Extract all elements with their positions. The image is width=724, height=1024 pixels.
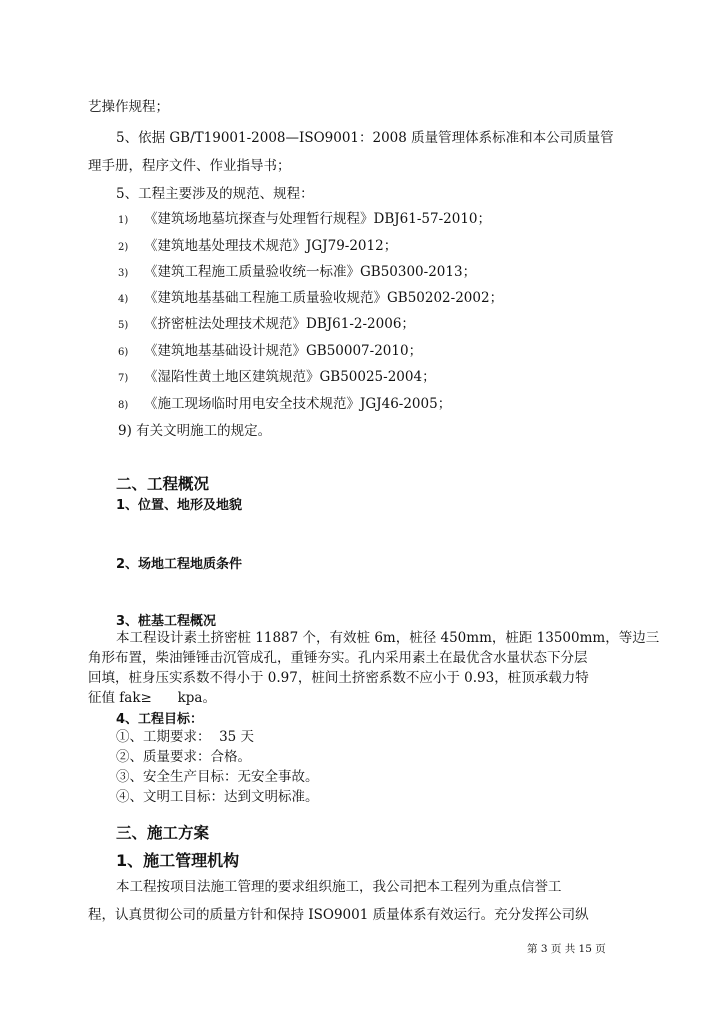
goal-item: ③、安全生产目标：无安全事故。	[116, 769, 319, 785]
list-item: 3) 《建筑工程施工质量验收统一标准》GB50300-2013；	[118, 264, 477, 280]
subsection-heading: 3、桩基工程概况	[116, 614, 217, 629]
paragraph-line: 角形布置，柴油锤锤击沉管成孔，重锤夯实。孔内采用素土在最优含水量状态下分层	[88, 650, 588, 666]
list-item: 4) 《建筑地基基础工程施工质量验收规范》GB50202-2002；	[118, 290, 504, 306]
goal-item: ④、文明工目标：达到文明标准。	[116, 789, 319, 805]
section-heading: 三、施工方案	[116, 824, 210, 842]
list-item: 8) 《施工现场临时用电安全技术规范》JGJ46-2005；	[118, 396, 452, 412]
paragraph-line: 本工程设计素土挤密桩 11887 个，有效桩 6m，桩径 450mm，桩距 13500mm，等边三	[116, 630, 660, 646]
paragraph-line: 回填，桩身压实系数不得小于 0.97，桩间土挤密系数不应小于 0.93，桩顶承载力特	[88, 670, 589, 686]
page-footer: 第 3 页 共 15 页	[527, 943, 606, 955]
paragraph-line: 本工程按项目法施工管理的要求组织施工，我公司把本工程列为重点信誉工	[116, 879, 562, 895]
list-item: 9) 有关文明施工的规定。	[118, 423, 272, 439]
subsection-heading: 4、工程目标：	[116, 712, 204, 727]
text-line: 5、工程主要涉及的规范、规程：	[116, 186, 314, 202]
subsection-heading: 2、场地工程地质条件	[116, 557, 243, 572]
section-heading: 二、工程概况	[116, 475, 210, 493]
list-item: 6) 《建筑地基基础设计规范》GB50007-2010；	[118, 343, 423, 359]
text-line: 艺操作规程；	[88, 99, 169, 115]
paragraph-line: 程，认真贯彻公司的质量方针和保持 ISO9001 质量体系有效运行。充分发挥公司纵	[88, 907, 589, 923]
list-item: 5) 《挤密桩法处理技术规范》DBJ61-2-2006；	[118, 316, 415, 332]
text-line: 5、依据 GB/T19001-2008—ISO9001：2008 质量管理体系标准和本公司质量管	[116, 130, 614, 146]
subsection-heading: 1、施工管理机构	[116, 851, 240, 870]
subsection-heading: 1、位置、地形及地貌	[116, 498, 243, 513]
list-item: 7) 《湿陷性黄土地区建筑规范》GB50025-2004；	[118, 369, 436, 385]
text-line: 理手册，程序文件、作业指导书；	[88, 158, 291, 174]
list-item: 2) 《建筑地基处理技术规范》JGJ79-2012；	[118, 238, 398, 254]
list-item: 1) 《建筑场地墓坑探查与处理暂行规程》DBJ61-57-2010；	[118, 211, 491, 227]
goal-item: ②、质量要求：合格。	[116, 749, 251, 765]
paragraph-line: 征值 fak≥ kpa。	[88, 690, 216, 706]
goal-item: ①、工期要求： 35 天	[116, 729, 255, 745]
